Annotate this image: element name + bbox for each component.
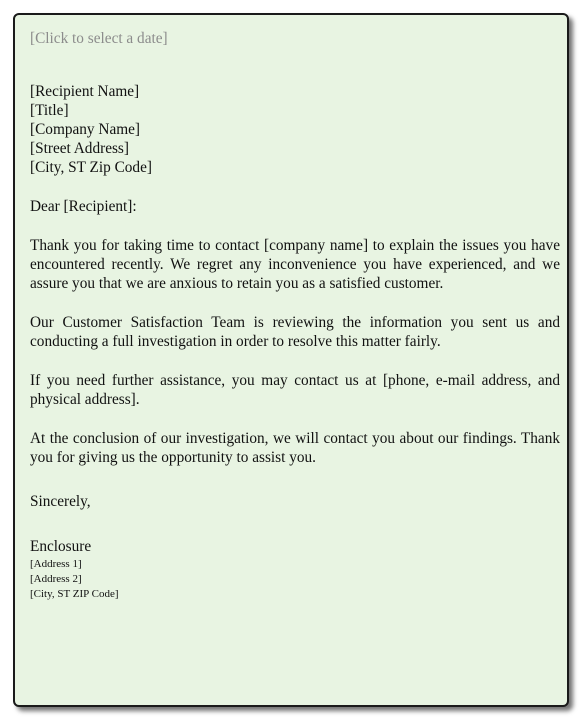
closing: Sincerely, bbox=[30, 493, 91, 510]
enclosure-city[interactable]: [City, ST ZIP Code] bbox=[30, 588, 119, 600]
body-paragraph: If you need further assistance, you may contact us at [phone, e-mail address, and physical address]. bbox=[30, 372, 560, 408]
letter-frame bbox=[13, 13, 569, 707]
enclosure-address-block bbox=[30, 557, 560, 602]
recipient-city[interactable]: [City, ST Zip Code] bbox=[30, 159, 152, 176]
body-paragraph: Our Customer Satisfaction Team is reviewing the information you sent us and conducting a full investigation in order to resolve this matter fairly. bbox=[30, 314, 560, 350]
recipient-title[interactable]: [Title] bbox=[30, 102, 69, 119]
enclosure-address-2[interactable]: [Address 2] bbox=[30, 573, 82, 585]
recipient-name[interactable]: [Recipient Name] bbox=[30, 83, 140, 100]
body-paragraph: At the conclusion of our investigation, we will contact you about our findings. Thank you for giving us the opportunity to assist you. bbox=[30, 430, 560, 466]
body-paragraph: Thank you for taking time to contact [company name] to explain the issues you have encountered recently. We regret any inconvenience you have experienced, and we assure you that we are anxious to retain you as a satisfied customer. bbox=[30, 237, 560, 292]
salutation[interactable]: Dear [Recipient]: bbox=[30, 198, 137, 215]
recipient-company[interactable]: [Company Name] bbox=[30, 121, 141, 138]
recipient-street[interactable]: [Street Address] bbox=[30, 140, 129, 157]
enclosure-label: Enclosure bbox=[30, 538, 92, 555]
enclosure-address-1[interactable]: [Address 1] bbox=[30, 558, 82, 570]
date-picker-field[interactable]: [Click to select a date] bbox=[30, 30, 168, 47]
recipient-address-block bbox=[30, 82, 560, 177]
letter-body bbox=[30, 29, 560, 602]
spacer bbox=[30, 48, 560, 82]
